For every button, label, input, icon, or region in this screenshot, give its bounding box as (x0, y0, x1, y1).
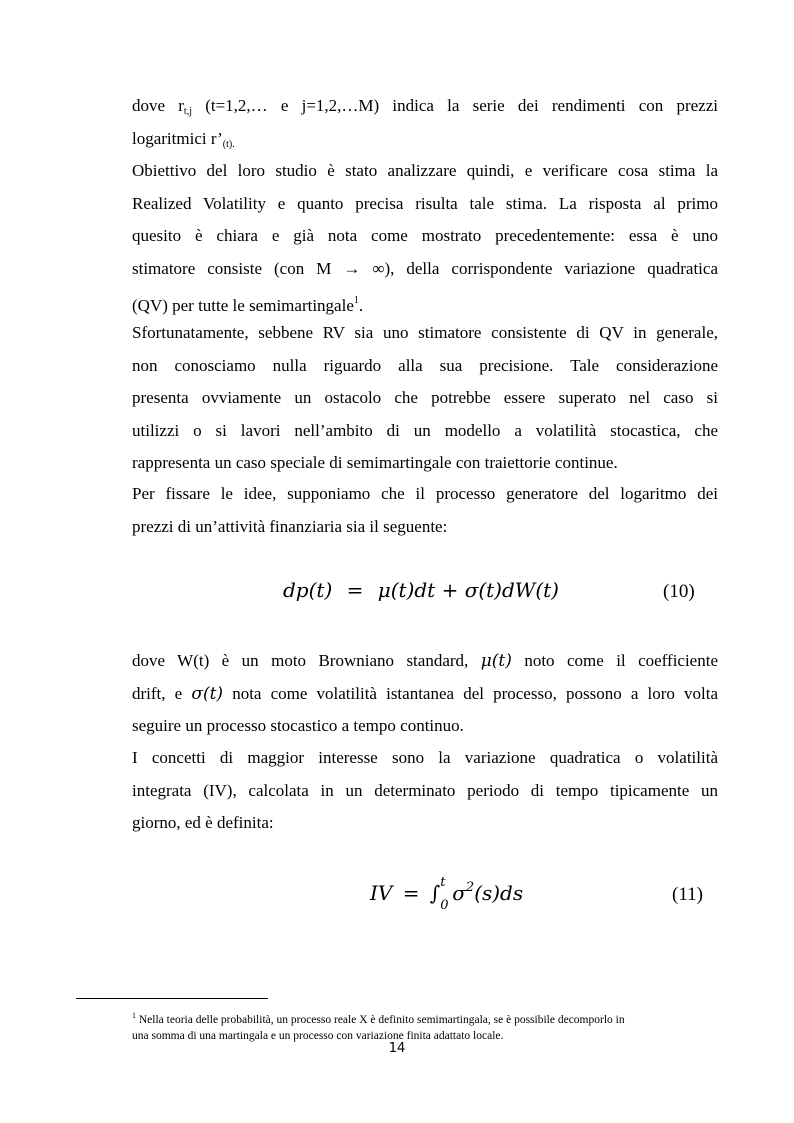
text-fragment: logaritmici r’ (132, 128, 223, 148)
inline-math: μ(t) (480, 651, 512, 671)
paragraph-brownian-motion (132, 645, 718, 743)
footnote-line (132, 1008, 718, 1028)
equation-lhs: dp(t) (283, 578, 333, 602)
text-line: rappresenta un caso speciale di semimartingale con traiettorie continue. (132, 453, 618, 473)
text-line: giorno, ed è definita: (132, 813, 274, 833)
footnote-marker: 1 (132, 1011, 136, 1020)
inline-math: σ(t) (191, 683, 224, 704)
text-line (132, 285, 718, 318)
text-fragment: (QV) per tutte le semimartingale (132, 296, 354, 316)
text-line: utilizzi o si lavori nell’ambito di un modello a volatilità stocastica, che (132, 420, 718, 440)
text-line: prezzi di un’attività finanziaria sia il seguente: (132, 516, 448, 536)
text-line: stimatore consiste (con M → ∞), della corrispondente variazione quadratica (132, 258, 718, 278)
equation-lhs: IV (370, 881, 393, 905)
text-fragment: (t=1,2,… e j=1,2,…M) indica la serie dei rendimenti con prezzi (191, 96, 718, 115)
equation-number: (10) (663, 581, 695, 602)
text-line: Sfortunatamente, sebbene RV sia uno stimatore consistente di QV in generale, (132, 323, 718, 342)
text-line: I concetti di maggior interesse sono la variazione quadratica o volatilità (132, 748, 718, 767)
footnote-reference[interactable]: 1 (353, 295, 359, 307)
text-line: Realized Volatility e quanto precisa risulta tale stima. La risposta al primo (132, 193, 718, 213)
text-line (132, 123, 718, 156)
text-line: seguire un processo stocastico a tempo continuo. (132, 716, 464, 736)
footnote-line: una somma di una martingala e un processo con variazione finita adattato locale. (132, 1030, 504, 1042)
text-line (132, 645, 718, 678)
text-fragment: noto come il coefficiente (524, 651, 718, 670)
text-line: presenta ovviamente un ostacolo che potrebbe essere superato nel caso si (132, 388, 718, 408)
subscript: (t). (222, 138, 235, 150)
equation-11 (370, 874, 524, 913)
footnote (132, 1008, 718, 1044)
text-line: integrata (IV), calcolata in un determinato periodo di tempo tipicamente un (132, 780, 718, 800)
text-line: quesito è chiara e già nota come mostrato precedentemente: essa è uno (132, 226, 718, 246)
upper-limit: t (440, 874, 446, 890)
exponent: 2 (465, 880, 475, 895)
text-line (132, 678, 718, 711)
lower-limit: 0 (440, 897, 449, 913)
sigma-symbol: σ (452, 881, 466, 905)
equation-number: (11) (672, 884, 703, 905)
paragraph-price-process (132, 478, 718, 543)
text-fragment: dove r (132, 96, 184, 115)
equation-tail: (s)ds (474, 881, 524, 905)
footnote-text: Nella teoria delle probabilità, un processo reale X è definito semimartingala, se è possibile decomporlo in (136, 1014, 625, 1026)
page-number: 14 (388, 1041, 406, 1056)
equation-10 (283, 578, 559, 602)
text-line: Per fissare le idee, supponiamo che il processo generatore del logaritmo dei (132, 484, 718, 503)
text-fragment: nota come volatilità istantanea del processo, possono a loro volta (232, 683, 719, 703)
text-line: Obiettivo del loro studio è stato analizzare quindi, e verificare cosa stima la (132, 161, 718, 180)
subscript: t,j (183, 106, 192, 117)
text-line (132, 90, 718, 123)
text-fragment: drift, e (132, 683, 183, 703)
text-fragment: . (358, 296, 364, 316)
text-fragment: dove W(t) è un moto Browniano standard, (132, 651, 469, 670)
paragraph-rv-precision (132, 317, 718, 480)
paragraph-returns-definition (132, 90, 718, 155)
equals-sign: = (402, 881, 420, 905)
paragraph-integrated-volatility (132, 742, 718, 840)
footnote-separator (76, 998, 268, 999)
paragraph-study-objective (132, 155, 718, 318)
integral-limits (440, 874, 452, 913)
equation-rhs: μ(t)dt + σ(t)dW(t) (377, 578, 559, 602)
text-line: non conosciamo nulla riguardo alla sua precisione. Tale considerazione (132, 355, 718, 375)
integral-sign: ∫ (429, 881, 441, 905)
equals-sign: = (346, 578, 364, 602)
